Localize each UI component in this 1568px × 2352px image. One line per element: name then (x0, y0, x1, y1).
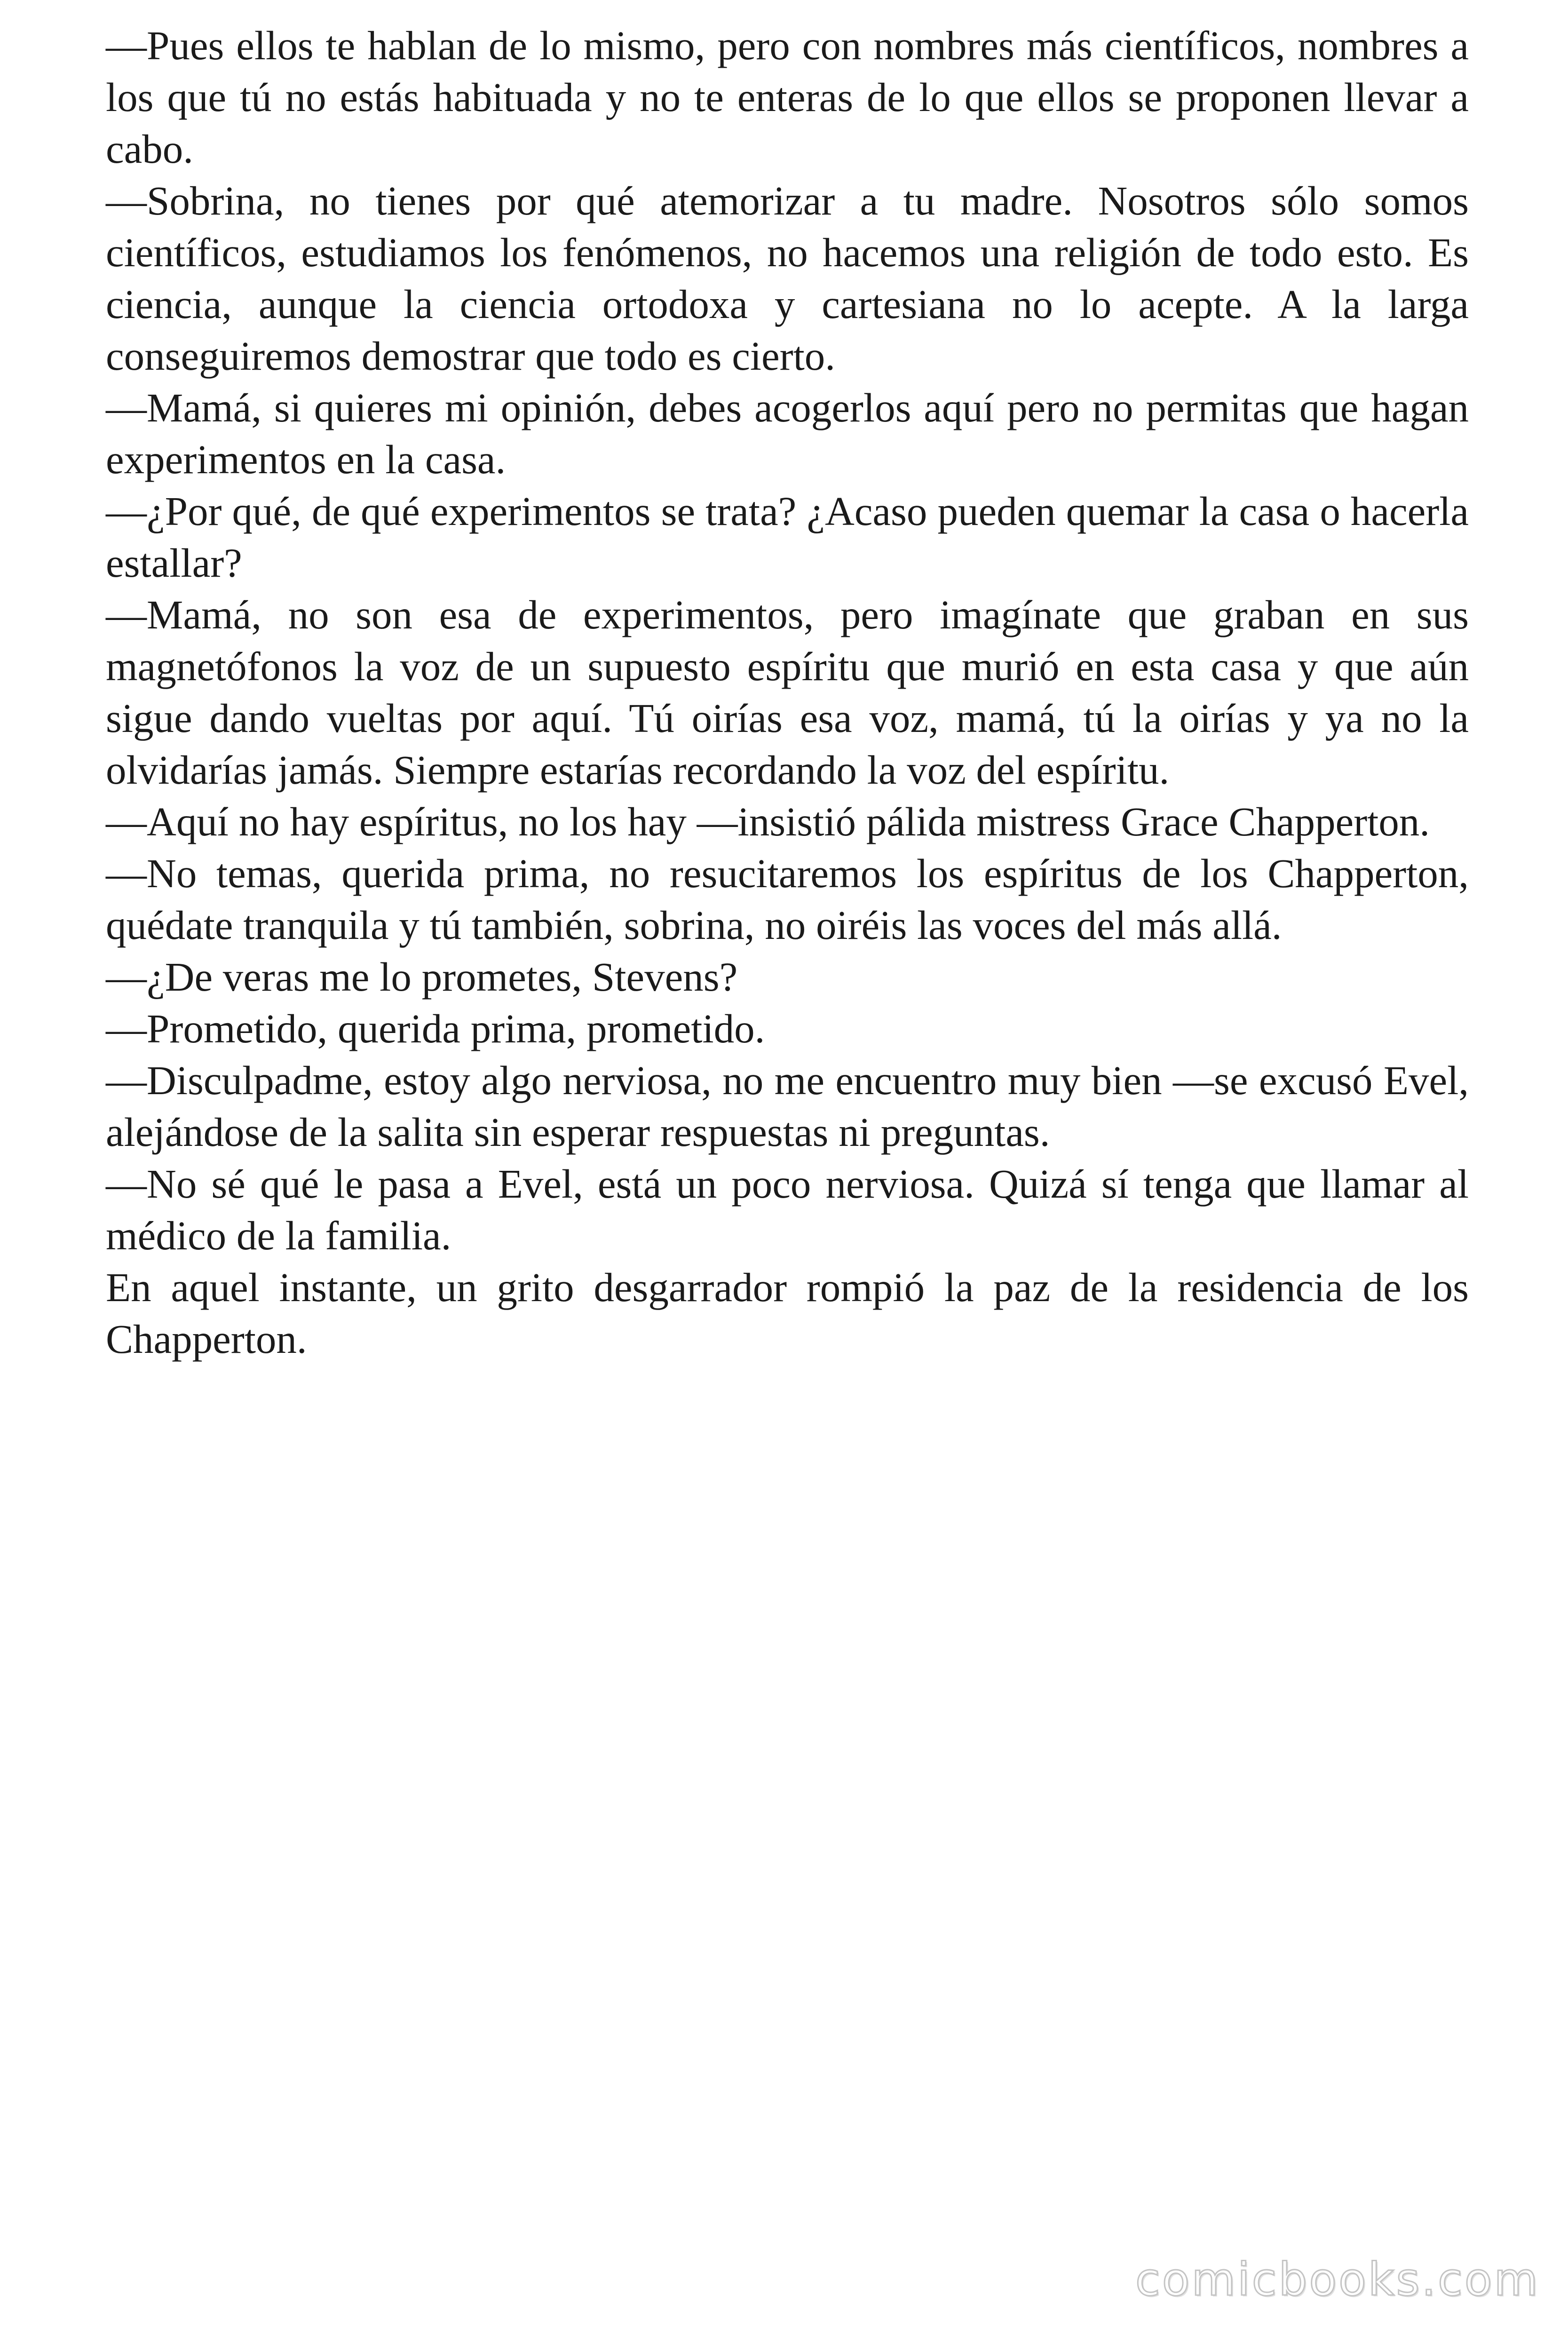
paragraph-4: —¿Por qué, de qué experimentos se trata? ¿Acaso pueden quemar la casa o hacerla estallar? (106, 488, 1469, 586)
paragraph-1: —Pues ellos te hablan de lo mismo, pero con nombres más científicos, nombres a los que tú no estás habituada y no te enteras de lo que ellos se proponen llevar a cabo. (106, 23, 1469, 172)
paragraph-10: —Disculpadme, estoy algo nerviosa, no me encuentro muy bien —se excusó Evel, alejándose de la salita sin esperar respuestas ni preguntas. (106, 1057, 1469, 1155)
paragraph-12: En aquel instante, un grito desgarrador rompió la paz de la residencia de los Chapperton. (106, 1264, 1469, 1362)
paragraph-11: —No sé qué le pasa a Evel, está un poco nerviosa. Quizá sí tenga que llamar al médico de la familia. (106, 1161, 1469, 1258)
paragraph-6: —Aquí no hay espíritus, no los hay —insistió pálida mistress Grace Chapperton. (106, 799, 1430, 844)
paragraph-7: —No temas, querida prima, no resucitaremos los espíritus de los Chapperton, quédate tranquila y tú también, sobrina, no oiréis las voces del más allá. (106, 850, 1469, 948)
paragraph-9: —Prometido, querida prima, prometido. (106, 1006, 765, 1051)
paragraph-2: —Sobrina, no tienes por qué atemorizar a tu madre. Nosotros sólo somos científicos, estudiamos los fenómenos, no hacemos una religión de todo esto. Es ciencia, aunque la ciencia ortodoxa y cartesiana no lo acepte. A la larga conseguiremos demostrar que todo es cierto. (106, 178, 1469, 379)
body-text (106, 20, 1469, 1365)
paragraph-5: —Mamá, no son esa de experimentos, pero imagínate que graban en sus magnetófonos la voz de un supuesto espíritu que murió en esta casa y que aún sigue dando vueltas por aquí. Tú oirías esa voz, mamá, tú la oirías y ya no la olvidarías jamás. Siempre estarías recordando la voz del espíritu. (106, 592, 1469, 793)
paragraph-8: —¿De veras me lo prometes, Stevens? (106, 954, 738, 1000)
watermark: comicbooks.com (1135, 2253, 1540, 2306)
paragraph-3: —Mamá, si quieres mi opinión, debes acogerlos aquí pero no permitas que hagan experimentos en la casa. (106, 385, 1469, 482)
